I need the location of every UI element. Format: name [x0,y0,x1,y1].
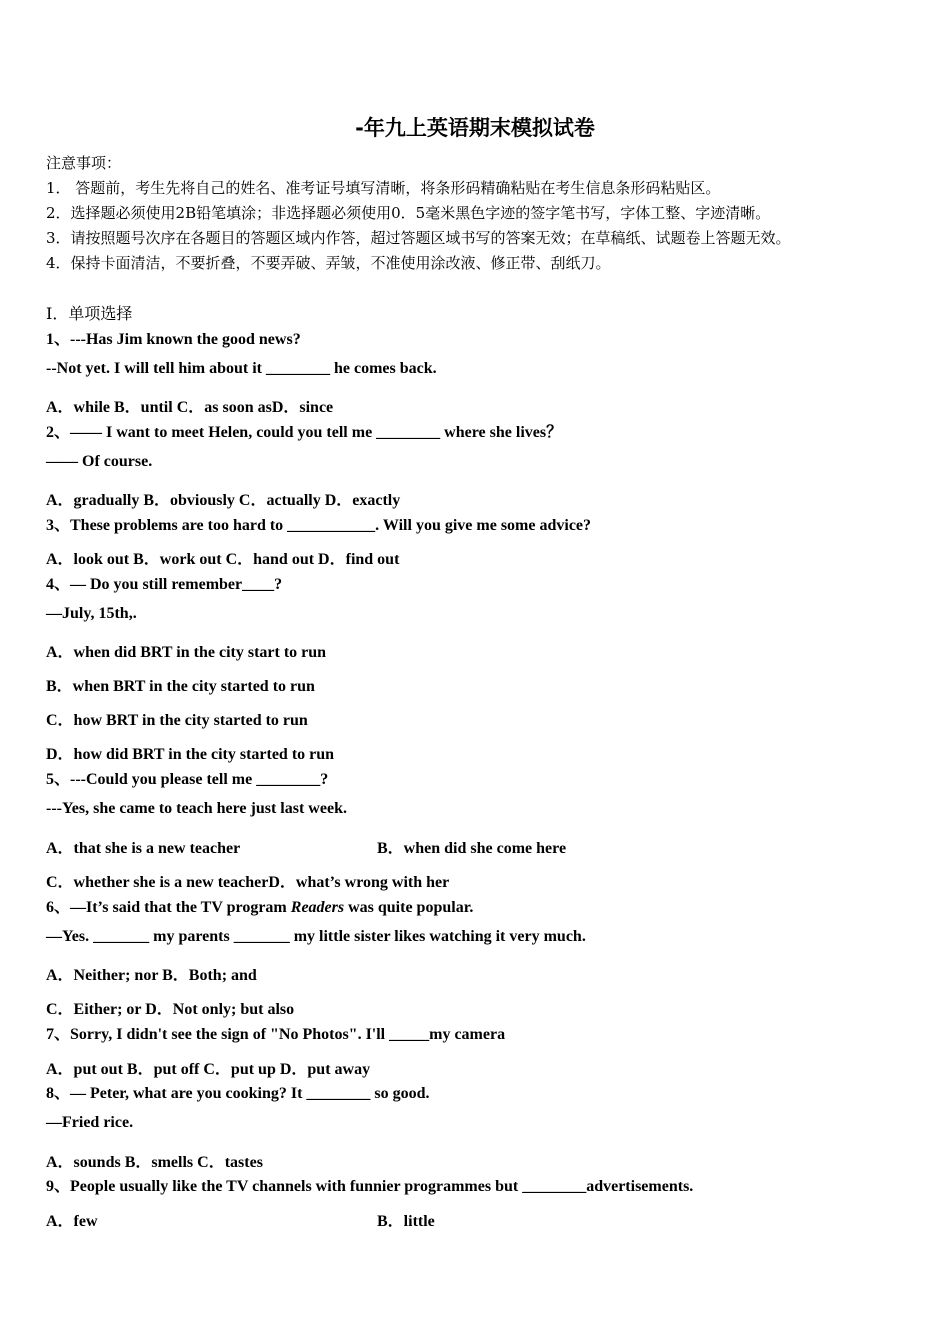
q9-stem: 9、People usually like the TV channels with funnier programmes but ________advertisements. [46,1178,694,1195]
q5-option-a: A．that she is a new teacher [46,840,241,857]
q6-reply: —Yes. _______ my parents _______ my little sister likes watching it very much. [46,928,586,945]
q2-options: A．gradually B．obviously C．actually D．exactly [46,492,401,509]
q8-reply: —Fried rice. [46,1114,134,1131]
notice-heading: 注意事项： [46,154,122,172]
q4-option-a: A．when did BRT in the city start to run [46,644,327,661]
q6-stem [46,894,473,917]
q4-option-b: B．when BRT in the city started to run [46,678,315,695]
q2-stem: 2、—— I want to meet Helen, could you tell me ________ where she lives？ [46,424,563,441]
notice-item-2: 2．选择题必须使用2B铅笔填涂；非选择题必须使用0．5毫米黑色字迹的签字笔书写，字体工整、字迹清晰。 [46,204,771,222]
notice-item-3: 3．请按照题号次序在各题目的答题区域内作答，超过答题区域书写的答案无效；在草稿纸、试题卷上答题无效。 [46,229,791,247]
q1-options: A．while B．until C．as soon asD．since [46,399,334,416]
q9-option-a: A．few [46,1213,98,1230]
q5-option-cd: C．whether she is a new teacherD．what’s wrong with her [46,874,450,891]
q6-option-ab: A．Neither; nor B．Both; and [46,967,257,984]
section-heading: Ⅰ．单项选择 [46,304,133,323]
q3-stem: 3、These problems are too hard to ___________. Will you give me some advice? [46,517,592,534]
q6-stem-post: was quite popular. [344,899,474,916]
q5-reply: ---Yes, she came to teach here just last week. [46,800,347,817]
q5-stem: 5、---Could you please tell me ________? [46,771,329,788]
q1-stem: 1、---Has Jim known the good news? [46,331,301,348]
q7-stem: 7、Sorry, I didn't see the sign of "No Photos". I'll _____my camera [46,1026,506,1043]
q4-stem: 4、— Do you still remember____? [46,576,283,593]
q8-options: A．sounds B．smells C．tastes [46,1154,263,1171]
q1-reply: --Not yet. I will tell him about it ________ he comes back. [46,360,437,377]
page-title: -年九上英语期末模拟试卷 [355,116,595,140]
q6-stem-program: Readers [290,899,345,916]
notice-item-4: 4．保持卡面清洁，不要折叠，不要弄破、弄皱，不准使用涂改液、修正带、刮纸刀。 [46,254,611,272]
q4-option-c: C．how BRT in the city started to run [46,712,308,729]
q2-reply: —— Of course. [46,453,153,470]
q4-option-d: D．how did BRT in the city started to run [46,746,335,763]
notice-item-1: 1． 答题前，考生先将自己的姓名、准考证号填写清晰，将条形码精确粘贴在考生信息条形码粘贴区。 [46,179,721,197]
q8-stem: 8、— Peter, what are you cooking? It ________ so good. [46,1085,430,1102]
q9-option-b: B．little [377,1213,435,1230]
q7-options: A．put out B．put off C．put up D．put away [46,1061,371,1078]
q4-reply: —July, 15th,. [46,605,137,622]
q6-stem-pre: 6、—It’s said that the TV program [46,899,291,916]
q3-options: A．look out B．work out C．hand out D．find out [46,551,400,568]
q5-option-b: B．when did she come here [377,840,567,857]
q6-option-cd: C．Either; or D．Not only; but also [46,1001,295,1018]
